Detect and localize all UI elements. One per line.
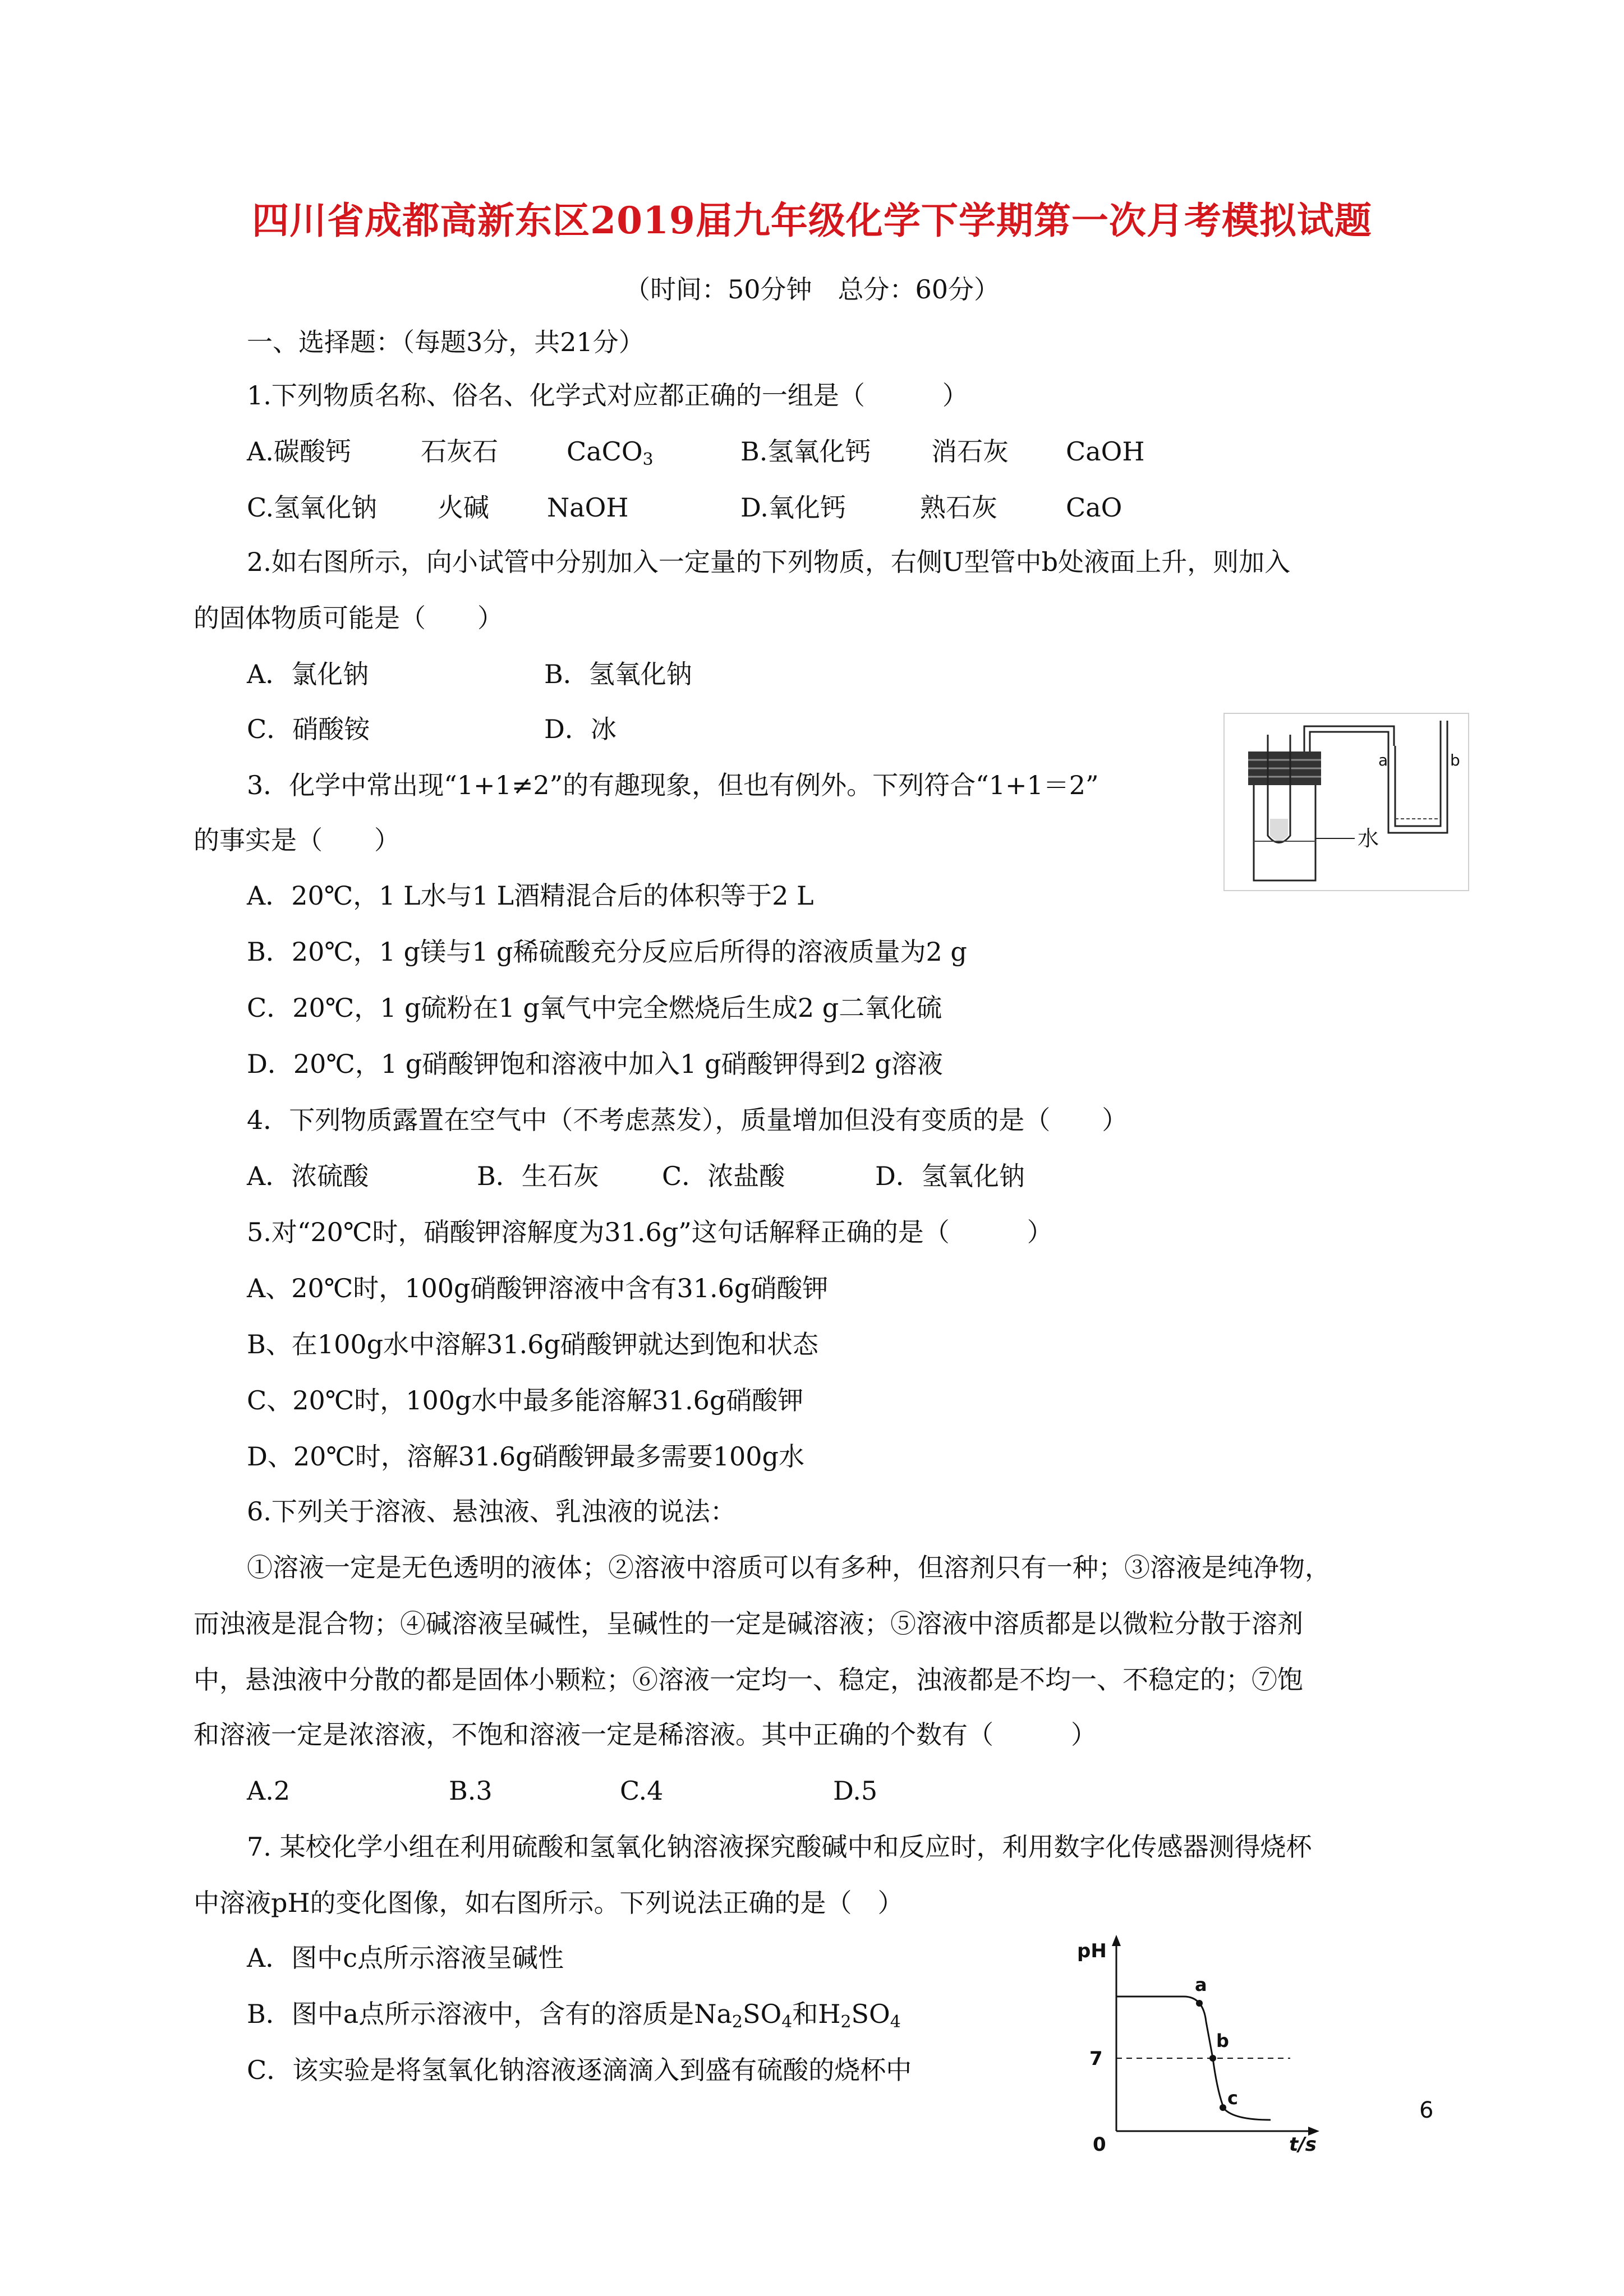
q6-statement-line2: 而浊液是混合物；④碱溶液呈碱性，呈碱性的一定是碱溶液；⑤溶液中溶质都是以微粒分散于溶剂 — [194, 1608, 1303, 1639]
q6-option-c: C.4 — [620, 1776, 664, 1806]
q1-option-c: C.氢氧化钠 — [247, 492, 378, 523]
q1-options-row1 — [247, 435, 1481, 468]
q7-stem-line2: 中溶液pH的变化图像，如右图所示。下列说法正确的是（ ） — [194, 1888, 904, 1918]
q1-option-b: B.氢氧化钙 — [740, 436, 871, 467]
point-b-label: b — [1216, 2030, 1229, 2051]
q6-option-b: B.3 — [449, 1776, 493, 1806]
q1-option-d: D.氧化钙 — [740, 492, 846, 523]
page-number: 6 — [1419, 2097, 1434, 2123]
exam-subtitle: （时间：50分钟 总分：60分） — [624, 274, 1000, 305]
section-heading: 一、选择题：（每题3分，共21分） — [247, 327, 645, 357]
q6-statement-line3: 中，悬浊液中分散的都是固体小颗粒；⑥溶液一定均一、稳定，浊液都是不均一、不稳定的；⑦饱 — [194, 1665, 1303, 1695]
q4-option-c: C．浓盐酸 — [662, 1161, 785, 1191]
ph-curve-figure — [1066, 1929, 1335, 2154]
q2-option-b: B．氢氧化钠 — [544, 659, 692, 689]
q7-option-a: A．图中c点所示溶液呈碱性 — [247, 1943, 564, 1973]
exam-title: 四川省成都高新东区2019届九年级化学下学期第一次月考模拟试题 — [252, 199, 1372, 242]
point-c-marker — [1220, 2104, 1226, 2111]
q5-option-b: B、在100g水中溶解31.6g硝酸钾就达到饱和状态 — [247, 1329, 818, 1359]
q6-stem: 6.下列关于溶液、悬浊液、乳浊液的说法： — [247, 1496, 736, 1527]
q5-option-c: C、20℃时，100g水中最多能溶解31.6g硝酸钾 — [247, 1385, 804, 1416]
point-c-label: c — [1227, 2087, 1238, 2109]
q6-statement-line1: ①溶液一定是无色透明的液体；②溶液中溶质可以有多种，但溶剂只有一种；③溶液是纯净物， — [247, 1552, 1331, 1583]
label-water: 水 — [1358, 826, 1379, 851]
q1-stem: 1.下列物质名称、俗名、化学式对应都正确的一组是（ ） — [247, 380, 968, 411]
q2-option-c: C．硝酸铵 — [247, 714, 370, 744]
q1-option-a-formula: CaCO$_3$ — [567, 436, 654, 469]
q1-option-a-name: 石灰石 — [421, 436, 498, 467]
q6-option-a: A.2 — [247, 1776, 291, 1806]
q2-options-row2 — [247, 712, 920, 746]
q3-stem-line1: 3．化学中常出现“1+1≠2”的有趣现象，但也有例外。下列符合“1+1＝2” — [247, 770, 1099, 800]
y-tick-7: 7 — [1089, 2048, 1103, 2070]
q4-stem: 4．下列物质露置在空气中（不考虑蒸发），质量增加但没有变质的是（ ） — [247, 1105, 1128, 1135]
q4-options — [247, 1159, 1144, 1193]
q6-statement-line4: 和溶液一定是浓溶液，不饱和溶液一定是稀溶液。其中正确的个数有（ ） — [194, 1719, 1097, 1750]
q2-option-a: A．氯化钠 — [247, 659, 369, 689]
q1-options-row2 — [247, 491, 1481, 524]
u-tube-apparatus-figure — [1223, 712, 1470, 892]
q1-option-c-formula: NaOH — [547, 492, 629, 523]
q5-stem: 5.对“20℃时，硝酸钾溶解度为31.6g”这句话解释正确的是（ ） — [247, 1217, 1053, 1247]
q3-option-a: A．20℃，1 L水与1 L酒精混合后的体积等于2 L — [247, 880, 814, 911]
q1-option-b-name: 消石灰 — [931, 436, 1009, 467]
q7-option-b: B．图中a点所示溶液中，含有的溶质是$Na_2SO_4$和$H_2SO_4$ — [247, 1999, 901, 2032]
q7-stem-line1: 7. 某校化学小组在利用硫酸和氢氧化钠溶液探究酸碱中和反应时，利用数字化传感器测得烧杯 — [247, 1832, 1312, 1862]
q2-stem-line2: 的固体物质可能是（ ） — [194, 603, 503, 633]
q3-option-b: B．20℃，1 g镁与1 g稀硫酸充分反应后所得的溶液质量为2 g — [247, 937, 967, 967]
q5-option-a: A、20℃时，100g硝酸钾溶液中含有31.6g硝酸钾 — [247, 1273, 829, 1303]
q3-stem-line2: 的事实是（ ） — [194, 825, 400, 855]
q3-option-d: D．20℃，1 g硝酸钾饱和溶液中加入1 g硝酸钾得到2 g溶液 — [247, 1049, 943, 1079]
point-a-marker — [1196, 2000, 1203, 2007]
q6-option-d: D.5 — [833, 1776, 878, 1806]
q4-option-a: A．浓硫酸 — [247, 1161, 369, 1191]
q3-option-c: C．20℃，1 g硫粉在1 g氧气中完全燃烧后生成2 g二氧化硫 — [247, 993, 942, 1023]
q7-option-c: C．该实验是将氢氧化钠溶液逐滴滴入到盛有硫酸的烧杯中 — [247, 2055, 912, 2085]
q1-option-c-name: 火碱 — [438, 492, 489, 523]
y-axis-label: pH — [1077, 1940, 1107, 1962]
q1-option-d-formula: CaO — [1066, 492, 1122, 523]
q2-options-row1 — [247, 657, 920, 691]
label-a: a — [1378, 751, 1388, 769]
point-b-marker — [1209, 2055, 1216, 2062]
x-axis-label: t/s — [1289, 2133, 1317, 2154]
q1-option-d-name: 熟石灰 — [920, 492, 997, 523]
q2-option-d: D．冰 — [544, 714, 617, 744]
q4-option-b: B．生石灰 — [477, 1161, 599, 1191]
q2-stem-line1: 2.如右图所示，向小试管中分别加入一定量的下列物质，右侧U型管中b处液面上升，则加入 — [247, 547, 1291, 577]
label-b: b — [1450, 751, 1460, 769]
q1-option-b-formula: CaOH — [1066, 436, 1145, 467]
q4-option-d: D．氢氧化钠 — [875, 1161, 1025, 1191]
point-a-label: a — [1195, 1974, 1207, 1995]
q5-option-d: D、20℃时，溶解31.6g硝酸钾最多需要100g水 — [247, 1441, 804, 1472]
q1-option-a: A.碳酸钙 — [247, 436, 351, 467]
origin-label: 0 — [1093, 2133, 1106, 2154]
q6-options — [247, 1774, 1032, 1808]
